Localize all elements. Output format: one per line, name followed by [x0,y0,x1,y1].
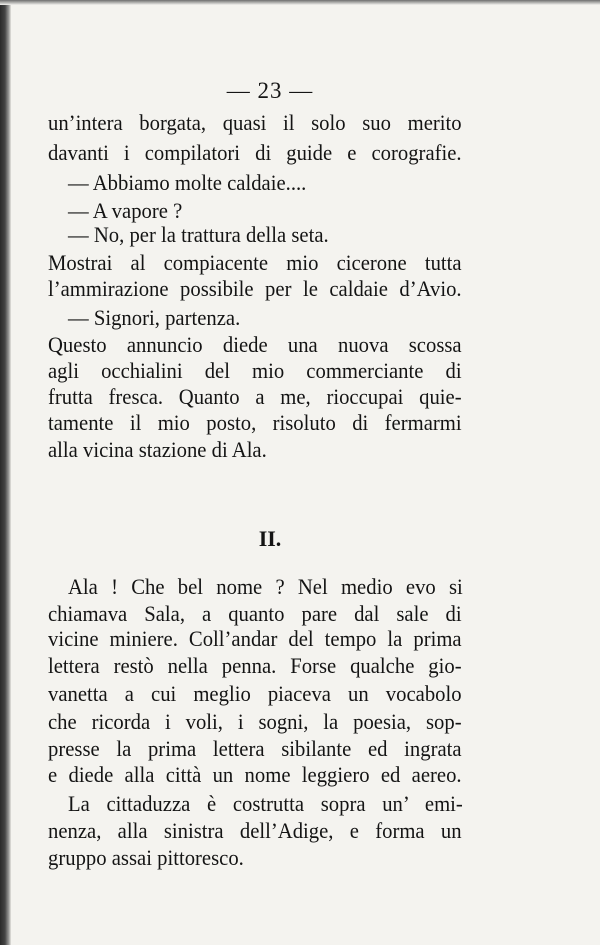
text-line: agli occhialini del mio commerciante di [48,358,462,383]
text-line: e diede alla città un nome leggiero ed aereo. [48,762,462,787]
text-line: frutta fresca. Quanto a me, rioccupai quie- [48,384,462,409]
text-line: un’intera borgata, quasi il solo suo merito [48,110,462,135]
text-line: Questo annuncio diede una nuova scossa [48,332,462,357]
text-line: alla vicina stazione di Ala. [48,437,267,462]
text-line: — A vapore ? [68,198,183,223]
text-line: lettera restò nella penna. Forse qualche gio- [48,653,462,678]
text-line: — Abbiamo molte caldaie.... [68,170,307,195]
text-line: — No, per la trattura della seta. [68,222,329,247]
text-line: nenza, alla sinistra dell’Adige, e forma un [48,818,462,843]
text-line: presse la prima lettera sibilante ed ingrata [48,736,462,761]
text-line: l’ammirazione possibile per le caldaie d’Avio. [48,276,462,301]
page-binding-shadow [0,0,11,945]
text-line: Mostrai al compiacente mio cicerone tutta [48,250,462,275]
text-line: La cittaduzza è costrutta sopra un’ emi- [68,791,463,816]
text-line: chiamava Sala, a quanto pare dal sale di [48,601,462,626]
text-line: — Signori, partenza. [68,305,241,330]
text-line: Ala ! Che bel nome ? Nel medio evo si [68,574,463,599]
section-heading: II. [258,526,282,551]
page-number: — 23 — [226,78,314,103]
page-top-shadow [0,0,600,5]
text-line: davanti i compilatori di guide e corografie. [48,140,462,165]
text-line: che ricorda i voli, i sogni, la poesia, sop- [48,709,462,734]
text-line: gruppo assai pittoresco. [48,845,244,870]
text-line: vicine miniere. Coll’andar del tempo la prima [48,626,462,651]
text-line: vanetta a cui meglio piaceva un vocabolo [48,681,462,706]
text-line: tamente il mio posto, risoluto di fermarmi [48,410,462,435]
